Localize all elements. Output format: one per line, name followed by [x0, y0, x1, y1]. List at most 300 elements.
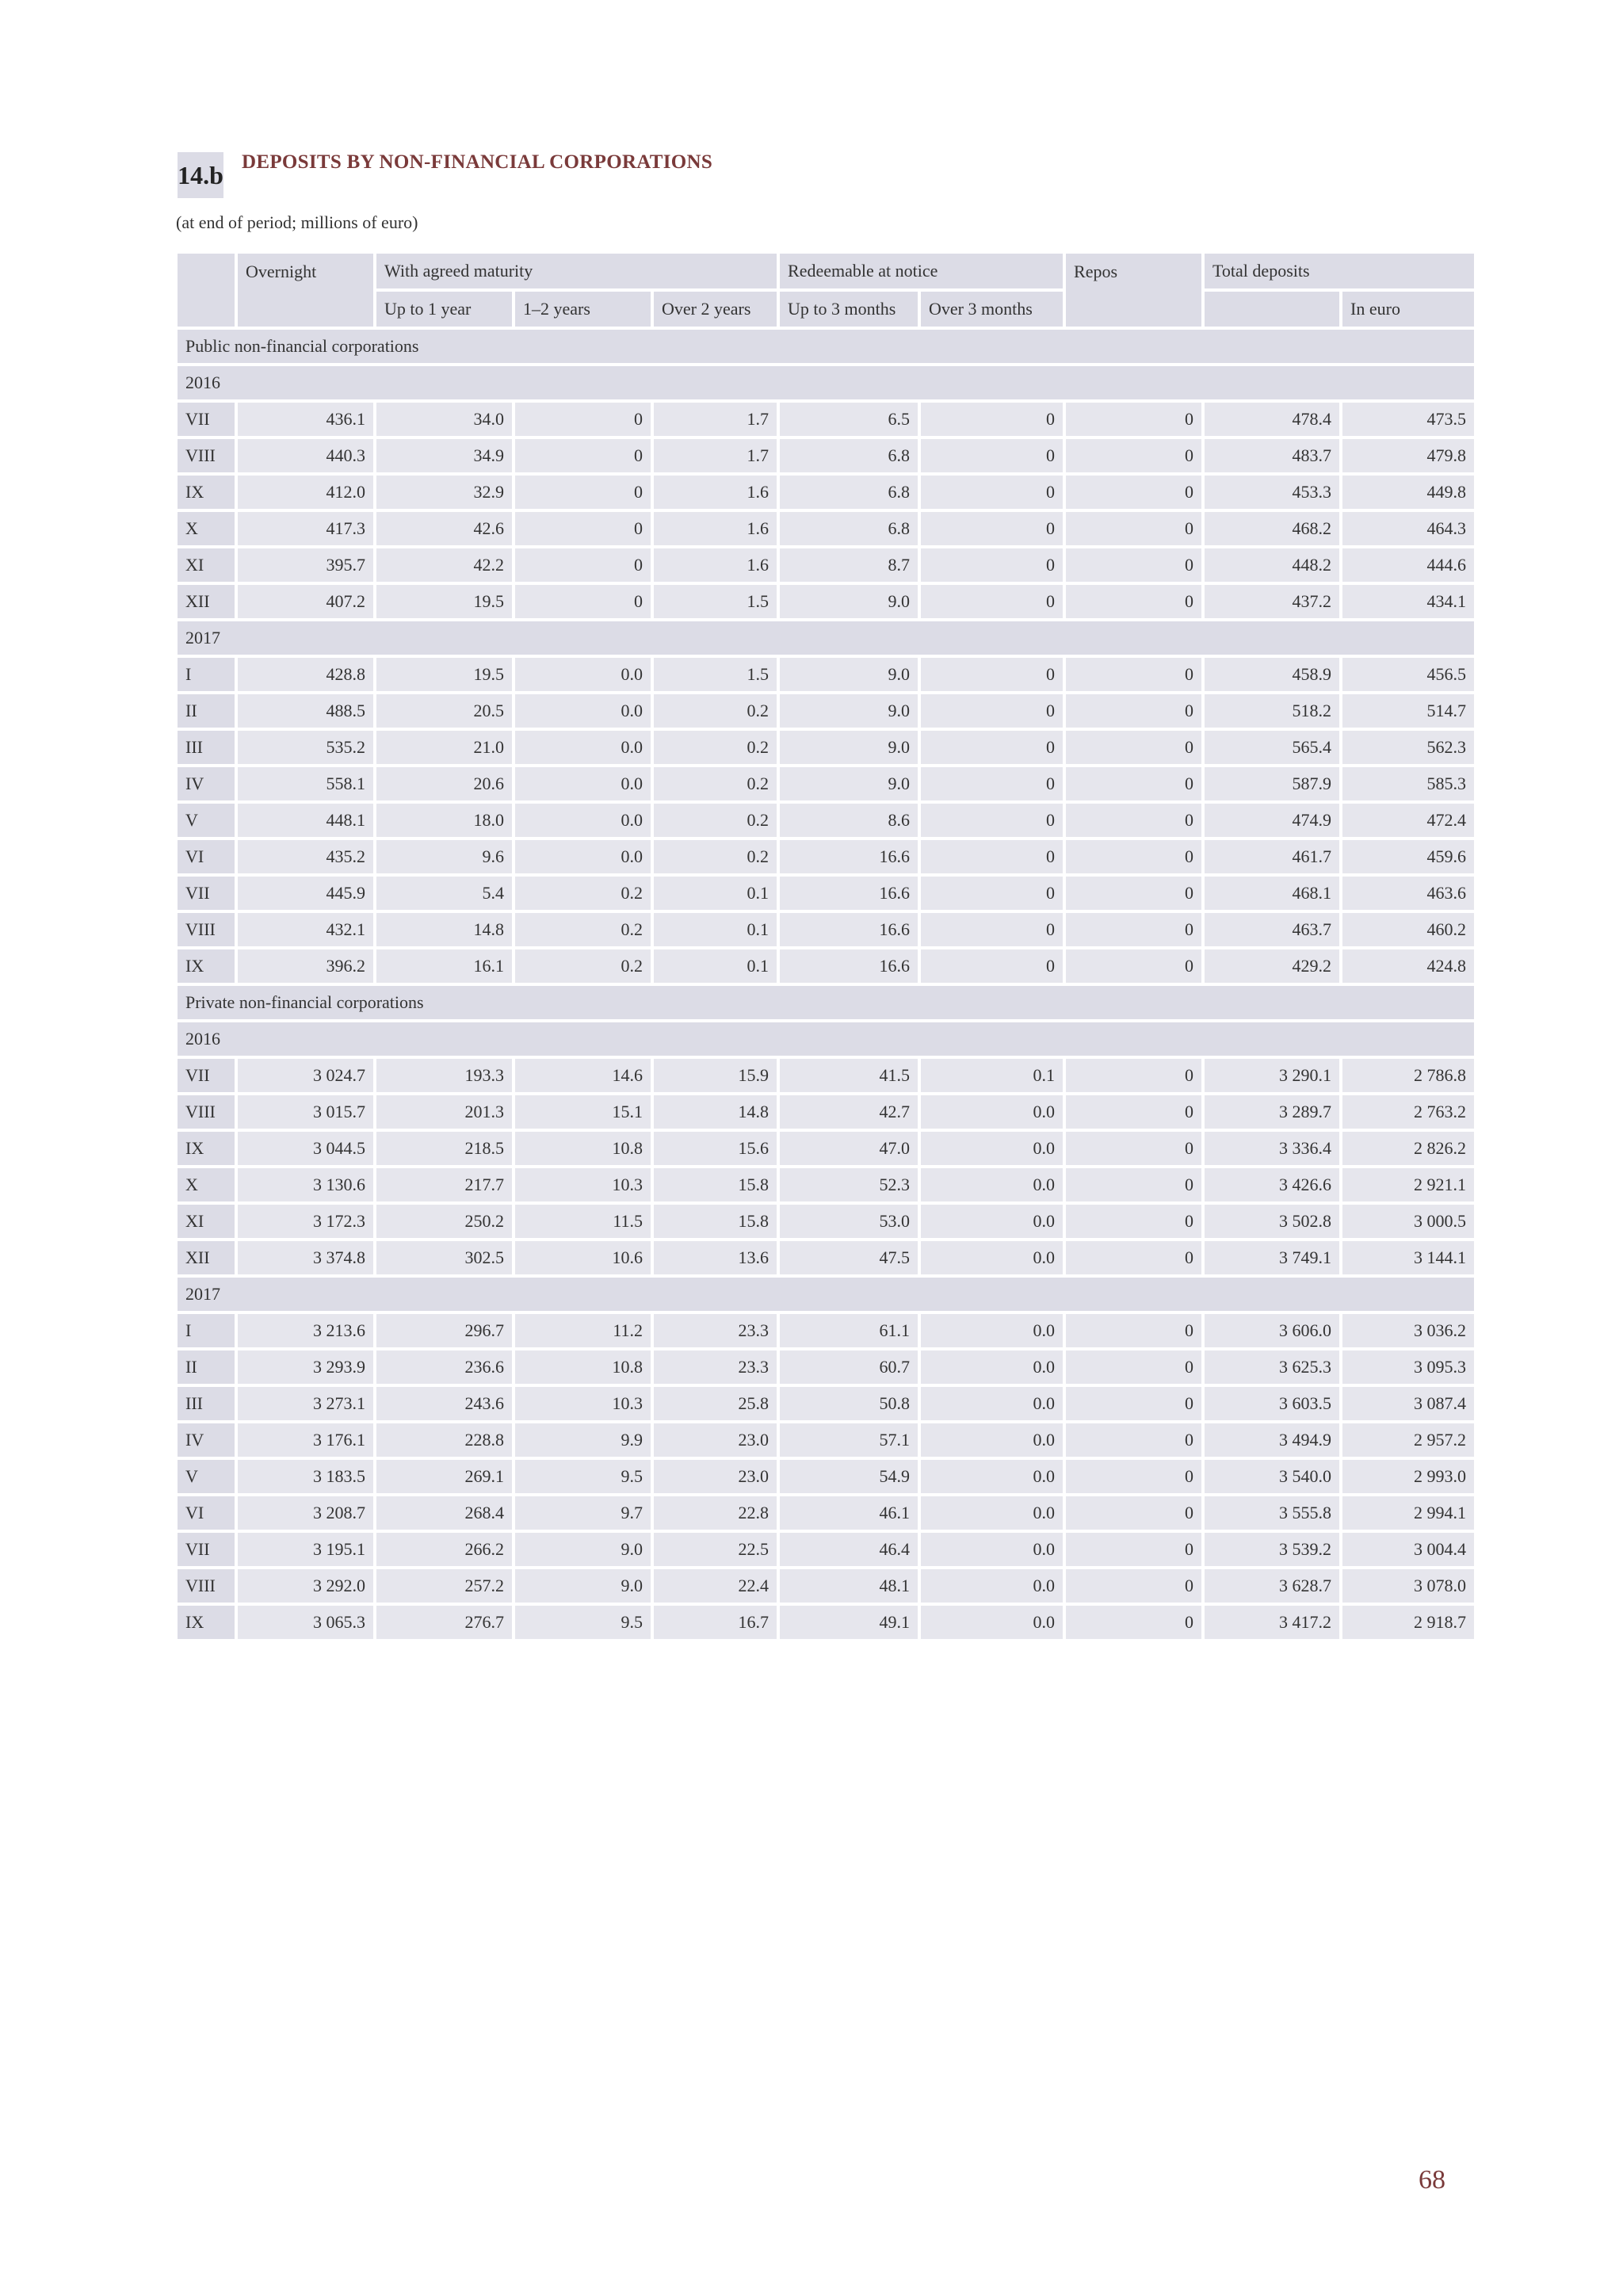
month-cell: VII: [178, 1533, 235, 1566]
table-row: [178, 767, 1474, 800]
value-cell: 9.0: [780, 694, 918, 728]
value-cell: 0: [1066, 476, 1201, 509]
value-cell: 0.0: [921, 1460, 1063, 1493]
value-cell: 456.5: [1342, 658, 1474, 691]
value-cell: 0: [1066, 1606, 1201, 1639]
section-label: Public non-financial corporations: [178, 330, 1474, 363]
value-cell: 0: [1066, 804, 1201, 837]
value-cell: 16.7: [654, 1606, 777, 1639]
value-cell: 201.3: [376, 1095, 512, 1129]
value-cell: 0: [1066, 658, 1201, 691]
value-cell: 22.4: [654, 1569, 777, 1603]
value-cell: 269.1: [376, 1460, 512, 1493]
value-cell: 0.0: [515, 658, 651, 691]
month-cell: VII: [178, 877, 235, 910]
value-cell: 0.2: [654, 840, 777, 873]
table-row: [178, 840, 1474, 873]
value-cell: 3 172.3: [238, 1205, 373, 1238]
value-cell: 3 004.4: [1342, 1533, 1474, 1566]
year-row: [178, 1278, 1474, 1311]
value-cell: 429.2: [1205, 949, 1339, 983]
table-row: [178, 548, 1474, 582]
value-cell: 2 918.7: [1342, 1606, 1474, 1639]
value-cell: 296.7: [376, 1314, 512, 1347]
value-cell: 0: [1066, 1350, 1201, 1384]
value-cell: 1.5: [654, 658, 777, 691]
value-cell: 0: [1066, 694, 1201, 728]
value-cell: 0.0: [921, 1569, 1063, 1603]
month-cell: IV: [178, 1423, 235, 1457]
value-cell: 464.3: [1342, 512, 1474, 545]
value-cell: 0: [1066, 1496, 1201, 1530]
value-cell: 0: [515, 476, 651, 509]
value-cell: 5.4: [376, 877, 512, 910]
value-cell: 428.8: [238, 658, 373, 691]
value-cell: 1.7: [654, 403, 777, 436]
page-number: 68: [1419, 2165, 1445, 2195]
value-cell: 468.1: [1205, 877, 1339, 910]
value-cell: 2 786.8: [1342, 1059, 1474, 1092]
value-cell: 0: [921, 804, 1063, 837]
value-cell: 16.6: [780, 949, 918, 983]
value-cell: 0.0: [515, 840, 651, 873]
month-cell: V: [178, 804, 235, 837]
value-cell: 0: [1066, 840, 1201, 873]
value-cell: 3 044.5: [238, 1132, 373, 1165]
value-cell: 18.0: [376, 804, 512, 837]
month-cell: X: [178, 512, 235, 545]
table-row: [178, 1387, 1474, 1420]
value-cell: 3 494.9: [1205, 1423, 1339, 1457]
table-row: [178, 1569, 1474, 1603]
value-cell: 11.2: [515, 1314, 651, 1347]
value-cell: 46.1: [780, 1496, 918, 1530]
value-cell: 19.5: [376, 585, 512, 618]
table-subtitle: (at end of period; millions of euro): [176, 212, 418, 232]
value-cell: 3 625.3: [1205, 1350, 1339, 1384]
value-cell: 3 000.5: [1342, 1205, 1474, 1238]
value-cell: 0: [1066, 1533, 1201, 1566]
value-cell: 395.7: [238, 548, 373, 582]
table-row: [178, 1460, 1474, 1493]
month-cell: I: [178, 658, 235, 691]
month-cell: XI: [178, 548, 235, 582]
value-cell: 16.6: [780, 877, 918, 910]
value-cell: 0: [921, 877, 1063, 910]
value-cell: 445.9: [238, 877, 373, 910]
value-cell: 472.4: [1342, 804, 1474, 837]
value-cell: 3 065.3: [238, 1606, 373, 1639]
header-overnight: Overnight: [238, 254, 373, 327]
value-cell: 0: [1066, 949, 1201, 983]
table-row: [178, 476, 1474, 509]
value-cell: 468.2: [1205, 512, 1339, 545]
value-cell: 0.1: [654, 877, 777, 910]
value-cell: 0: [515, 439, 651, 472]
value-cell: 23.0: [654, 1460, 777, 1493]
value-cell: 0: [1066, 1423, 1201, 1457]
year-row: [178, 366, 1474, 399]
value-cell: 0.0: [515, 767, 651, 800]
value-cell: 257.2: [376, 1569, 512, 1603]
value-cell: 3 024.7: [238, 1059, 373, 1092]
year-label: 2017: [178, 1278, 1474, 1311]
value-cell: 0: [1066, 1460, 1201, 1493]
value-cell: 15.1: [515, 1095, 651, 1129]
value-cell: 3 290.1: [1205, 1059, 1339, 1092]
value-cell: 32.9: [376, 476, 512, 509]
value-cell: 276.7: [376, 1606, 512, 1639]
year-label: 2017: [178, 621, 1474, 655]
value-cell: 0: [1066, 1314, 1201, 1347]
value-cell: 0.2: [654, 731, 777, 764]
section-number: 14.b: [178, 152, 223, 198]
value-cell: 243.6: [376, 1387, 512, 1420]
table-row: [178, 512, 1474, 545]
value-cell: 49.1: [780, 1606, 918, 1639]
value-cell: 0.0: [921, 1350, 1063, 1384]
value-cell: 0: [921, 949, 1063, 983]
value-cell: 15.9: [654, 1059, 777, 1092]
value-cell: 435.2: [238, 840, 373, 873]
header-up-to-1-year: Up to 1 year: [376, 292, 512, 327]
value-cell: 3 555.8: [1205, 1496, 1339, 1530]
value-cell: 3 015.7: [238, 1095, 373, 1129]
value-cell: 449.8: [1342, 476, 1474, 509]
table-row: [178, 1132, 1474, 1165]
value-cell: 3 289.7: [1205, 1095, 1339, 1129]
month-cell: IX: [178, 476, 235, 509]
value-cell: 473.5: [1342, 403, 1474, 436]
value-cell: 3 628.7: [1205, 1569, 1339, 1603]
value-cell: 0: [1066, 1569, 1201, 1603]
value-cell: 3 273.1: [238, 1387, 373, 1420]
value-cell: 3 213.6: [238, 1314, 373, 1347]
section-row: [178, 330, 1474, 363]
value-cell: 0.1: [654, 949, 777, 983]
value-cell: 0.0: [921, 1533, 1063, 1566]
value-cell: 34.9: [376, 439, 512, 472]
value-cell: 11.5: [515, 1205, 651, 1238]
value-cell: 34.0: [376, 403, 512, 436]
value-cell: 14.6: [515, 1059, 651, 1092]
deposits-table: [174, 250, 1477, 1642]
table-row: [178, 1350, 1474, 1384]
value-cell: 448.1: [238, 804, 373, 837]
value-cell: 587.9: [1205, 767, 1339, 800]
value-cell: 3 374.8: [238, 1241, 373, 1274]
value-cell: 0: [921, 403, 1063, 436]
value-cell: 8.6: [780, 804, 918, 837]
value-cell: 16.6: [780, 840, 918, 873]
value-cell: 0: [921, 512, 1063, 545]
value-cell: 461.7: [1205, 840, 1339, 873]
value-cell: 2 826.2: [1342, 1132, 1474, 1165]
value-cell: 9.0: [515, 1569, 651, 1603]
value-cell: 535.2: [238, 731, 373, 764]
value-cell: 478.4: [1205, 403, 1339, 436]
value-cell: 3 540.0: [1205, 1460, 1339, 1493]
value-cell: 558.1: [238, 767, 373, 800]
value-cell: 23.3: [654, 1350, 777, 1384]
value-cell: 3 749.1: [1205, 1241, 1339, 1274]
value-cell: 1.7: [654, 439, 777, 472]
value-cell: 3 292.0: [238, 1569, 373, 1603]
table-body: [178, 330, 1474, 1639]
value-cell: 479.8: [1342, 439, 1474, 472]
value-cell: 0.0: [921, 1496, 1063, 1530]
month-cell: VII: [178, 1059, 235, 1092]
value-cell: 3 087.4: [1342, 1387, 1474, 1420]
value-cell: 2 921.1: [1342, 1168, 1474, 1201]
value-cell: 463.6: [1342, 877, 1474, 910]
section-row: [178, 986, 1474, 1019]
value-cell: 0.2: [515, 949, 651, 983]
value-cell: 483.7: [1205, 439, 1339, 472]
value-cell: 412.0: [238, 476, 373, 509]
value-cell: 9.0: [780, 585, 918, 618]
month-cell: VI: [178, 840, 235, 873]
value-cell: 3 539.2: [1205, 1533, 1339, 1566]
value-cell: 3 183.5: [238, 1460, 373, 1493]
value-cell: 236.6: [376, 1350, 512, 1384]
value-cell: 302.5: [376, 1241, 512, 1274]
value-cell: 0.0: [515, 731, 651, 764]
value-cell: 50.8: [780, 1387, 918, 1420]
month-cell: IV: [178, 767, 235, 800]
value-cell: 448.2: [1205, 548, 1339, 582]
value-cell: 417.3: [238, 512, 373, 545]
value-cell: 48.1: [780, 1569, 918, 1603]
table-title: DEPOSITS BY NON-FINANCIAL CORPORATIONS: [242, 151, 713, 173]
value-cell: 15.6: [654, 1132, 777, 1165]
header-total-blank: [1205, 292, 1339, 327]
value-cell: 3 417.2: [1205, 1606, 1339, 1639]
value-cell: 0.0: [921, 1095, 1063, 1129]
value-cell: 3 502.8: [1205, 1205, 1339, 1238]
table-row: [178, 403, 1474, 436]
value-cell: 0.2: [654, 694, 777, 728]
value-cell: 3 078.0: [1342, 1569, 1474, 1603]
header-up-to-3-months: Up to 3 months: [780, 292, 918, 327]
value-cell: 0.2: [654, 804, 777, 837]
month-cell: IX: [178, 949, 235, 983]
value-cell: 0: [1066, 731, 1201, 764]
value-cell: 15.8: [654, 1168, 777, 1201]
value-cell: 434.1: [1342, 585, 1474, 618]
table-row: [178, 439, 1474, 472]
table-row: [178, 694, 1474, 728]
value-cell: 453.3: [1205, 476, 1339, 509]
value-cell: 3 195.1: [238, 1533, 373, 1566]
value-cell: 0.0: [921, 1423, 1063, 1457]
value-cell: 0: [1066, 585, 1201, 618]
value-cell: 0: [1066, 1168, 1201, 1201]
value-cell: 0: [1066, 1241, 1201, 1274]
year-row: [178, 621, 1474, 655]
value-cell: 565.4: [1205, 731, 1339, 764]
value-cell: 6.8: [780, 512, 918, 545]
value-cell: 9.0: [515, 1533, 651, 1566]
value-cell: 0: [1066, 1095, 1201, 1129]
month-cell: II: [178, 694, 235, 728]
value-cell: 1.5: [654, 585, 777, 618]
year-label: 2016: [178, 366, 1474, 399]
header-blank: [178, 254, 235, 327]
month-cell: V: [178, 1460, 235, 1493]
value-cell: 228.8: [376, 1423, 512, 1457]
value-cell: 22.8: [654, 1496, 777, 1530]
value-cell: 0: [1066, 512, 1201, 545]
value-cell: 16.6: [780, 913, 918, 946]
value-cell: 9.5: [515, 1606, 651, 1639]
value-cell: 217.7: [376, 1168, 512, 1201]
value-cell: 0: [1066, 439, 1201, 472]
month-cell: VIII: [178, 439, 235, 472]
value-cell: 9.0: [780, 767, 918, 800]
value-cell: 42.2: [376, 548, 512, 582]
value-cell: 0: [921, 767, 1063, 800]
month-cell: VIII: [178, 913, 235, 946]
table-row: [178, 1095, 1474, 1129]
value-cell: 0.0: [515, 694, 651, 728]
month-cell: VI: [178, 1496, 235, 1530]
value-cell: 0: [515, 548, 651, 582]
value-cell: 41.5: [780, 1059, 918, 1092]
value-cell: 3 095.3: [1342, 1350, 1474, 1384]
month-cell: VIII: [178, 1569, 235, 1603]
value-cell: 15.8: [654, 1205, 777, 1238]
year-label: 2016: [178, 1022, 1474, 1056]
value-cell: 250.2: [376, 1205, 512, 1238]
header-over-3-months: Over 3 months: [921, 292, 1063, 327]
value-cell: 0: [921, 585, 1063, 618]
value-cell: 16.1: [376, 949, 512, 983]
header-over-2-years: Over 2 years: [654, 292, 777, 327]
table-row: [178, 1423, 1474, 1457]
value-cell: 57.1: [780, 1423, 918, 1457]
table-row: [178, 877, 1474, 910]
value-cell: 20.5: [376, 694, 512, 728]
value-cell: 474.9: [1205, 804, 1339, 837]
value-cell: 266.2: [376, 1533, 512, 1566]
table-row: [178, 1205, 1474, 1238]
month-cell: II: [178, 1350, 235, 1384]
value-cell: 9.9: [515, 1423, 651, 1457]
value-cell: 488.5: [238, 694, 373, 728]
value-cell: 0: [921, 694, 1063, 728]
year-row: [178, 1022, 1474, 1056]
value-cell: 440.3: [238, 439, 373, 472]
value-cell: 0: [1066, 548, 1201, 582]
value-cell: 3 603.5: [1205, 1387, 1339, 1420]
value-cell: 0: [1066, 403, 1201, 436]
value-cell: 47.0: [780, 1132, 918, 1165]
value-cell: 10.8: [515, 1132, 651, 1165]
value-cell: 0: [515, 512, 651, 545]
value-cell: 0: [1066, 1387, 1201, 1420]
value-cell: 23.0: [654, 1423, 777, 1457]
value-cell: 0: [921, 840, 1063, 873]
value-cell: 193.3: [376, 1059, 512, 1092]
value-cell: 21.0: [376, 731, 512, 764]
value-cell: 25.8: [654, 1387, 777, 1420]
table-row: [178, 913, 1474, 946]
value-cell: 2 763.2: [1342, 1095, 1474, 1129]
value-cell: 424.8: [1342, 949, 1474, 983]
value-cell: 1.6: [654, 512, 777, 545]
value-cell: 0.2: [654, 767, 777, 800]
value-cell: 3 036.2: [1342, 1314, 1474, 1347]
value-cell: 6.8: [780, 476, 918, 509]
table-row: [178, 949, 1474, 983]
value-cell: 3 144.1: [1342, 1241, 1474, 1274]
value-cell: 54.9: [780, 1460, 918, 1493]
value-cell: 0: [515, 403, 651, 436]
value-cell: 10.8: [515, 1350, 651, 1384]
value-cell: 2 994.1: [1342, 1496, 1474, 1530]
value-cell: 0: [921, 548, 1063, 582]
value-cell: 23.3: [654, 1314, 777, 1347]
value-cell: 3 426.6: [1205, 1168, 1339, 1201]
value-cell: 218.5: [376, 1132, 512, 1165]
value-cell: 10.3: [515, 1387, 651, 1420]
value-cell: 0.0: [921, 1205, 1063, 1238]
header-with-agreed-maturity: With agreed maturity: [376, 254, 777, 288]
value-cell: 52.3: [780, 1168, 918, 1201]
value-cell: 585.3: [1342, 767, 1474, 800]
value-cell: 61.1: [780, 1314, 918, 1347]
table-row: [178, 585, 1474, 618]
value-cell: 0.0: [515, 804, 651, 837]
value-cell: 60.7: [780, 1350, 918, 1384]
value-cell: 1.6: [654, 548, 777, 582]
value-cell: 0: [1066, 767, 1201, 800]
value-cell: 0.0: [921, 1241, 1063, 1274]
table-row: [178, 1059, 1474, 1092]
table-row: [178, 1241, 1474, 1274]
value-cell: 42.7: [780, 1095, 918, 1129]
value-cell: 396.2: [238, 949, 373, 983]
value-cell: 14.8: [376, 913, 512, 946]
value-cell: 0.0: [921, 1132, 1063, 1165]
value-cell: 3 130.6: [238, 1168, 373, 1201]
month-cell: III: [178, 731, 235, 764]
value-cell: 0: [921, 439, 1063, 472]
value-cell: 3 336.4: [1205, 1132, 1339, 1165]
value-cell: 0.2: [515, 913, 651, 946]
value-cell: 47.5: [780, 1241, 918, 1274]
value-cell: 0: [921, 913, 1063, 946]
value-cell: 268.4: [376, 1496, 512, 1530]
value-cell: 463.7: [1205, 913, 1339, 946]
table-row: [178, 1496, 1474, 1530]
table-row: [178, 1533, 1474, 1566]
month-cell: I: [178, 1314, 235, 1347]
value-cell: 460.2: [1342, 913, 1474, 946]
header-redeemable-at-notice: Redeemable at notice: [780, 254, 1063, 288]
value-cell: 2 993.0: [1342, 1460, 1474, 1493]
value-cell: 0: [1066, 877, 1201, 910]
value-cell: 6.5: [780, 403, 918, 436]
month-cell: XII: [178, 1241, 235, 1274]
value-cell: 1.6: [654, 476, 777, 509]
value-cell: 0: [1066, 1132, 1201, 1165]
header-total-deposits: Total deposits: [1205, 254, 1474, 288]
value-cell: 0: [1066, 913, 1201, 946]
section-label: Private non-financial corporations: [178, 986, 1474, 1019]
table-header: [178, 254, 1474, 327]
